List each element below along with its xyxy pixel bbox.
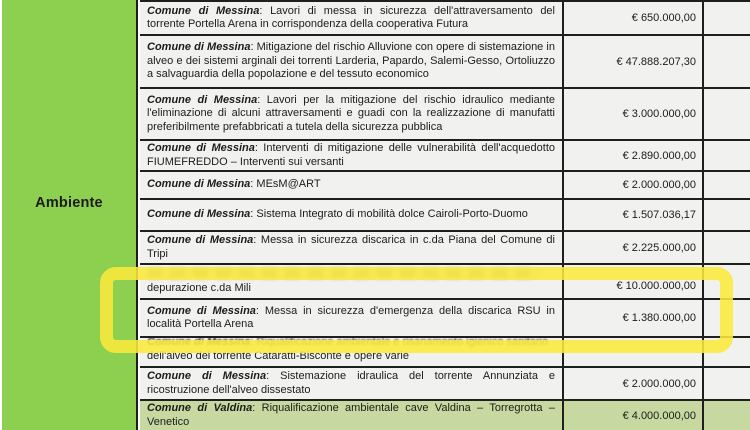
name-separator: : <box>253 234 261 246</box>
spare-column-cell <box>702 200 750 230</box>
amount-cell <box>562 232 702 263</box>
amount-cell <box>562 89 702 139</box>
project-text: Lavori di messa in sicurezza dell'attraversamento del torrente Portella Arena in corrispondenza della cooperativa Futura <box>147 4 555 30</box>
name-separator: : <box>254 142 264 154</box>
municipality-name: Comune di Messina <box>147 208 251 221</box>
projects-table <box>140 0 750 430</box>
project-description <box>147 402 555 429</box>
name-separator: : <box>250 41 257 54</box>
table-row <box>140 2 750 36</box>
amount-cell <box>562 300 702 336</box>
amount-value: € 1.380.000,00 <box>622 312 696 324</box>
amount-value: € 4.000.000,00 <box>622 409 696 422</box>
amount-value: € 2.000.000,00 <box>622 179 696 191</box>
name-separator: : <box>250 336 257 348</box>
category-label: Ambiente <box>35 194 103 211</box>
municipality-name: Comune di Messina <box>147 178 251 191</box>
project-text: Lavori per la mitigazione del rischio idraulico mediante l'eliminazione di alcuni attraversamenti e guadi con la realizzazione di manufatti preferibilmente prefabbricati a tutela della sicurezza pubblica <box>147 93 555 133</box>
project-description <box>147 5 555 32</box>
table-row-highlighted <box>140 300 750 338</box>
name-separator: : <box>252 402 262 414</box>
table-row <box>140 368 750 401</box>
spare-column-cell <box>702 338 750 366</box>
table-row <box>140 89 750 141</box>
name-separator: : <box>250 208 257 221</box>
table-row <box>140 172 750 200</box>
amount-cell <box>562 141 702 170</box>
table-row <box>140 401 750 430</box>
project-text: Riqualificazione ambientale e risanamento igienico sanitario <box>256 336 549 348</box>
amount-value: € 2.000.000,00 <box>622 377 696 390</box>
municipality-name: Comune di Messina <box>147 304 256 317</box>
table-row <box>140 232 750 265</box>
spare-column-cell <box>702 232 750 263</box>
amount-value: € 10.000.000,00 <box>616 280 696 292</box>
project-text: dell'alveo del torrente Cataratti-Bisconte e opere varie <box>147 349 409 362</box>
project-text: Sistemazione idraulica del torrente Annunziata e ricostruzione dell'alveo dissestato <box>147 370 556 396</box>
table-row <box>140 36 750 89</box>
amount-value: € 1.507.036,17 <box>622 209 696 221</box>
municipality-name: Comune di Messina <box>147 41 251 54</box>
name-separator: : <box>266 370 281 382</box>
project-text: MEsM@ART <box>256 178 321 191</box>
municipality-name: Comune di Messina <box>147 336 251 348</box>
project-text: depurazione c.da Mili <box>147 281 251 294</box>
amount-cell <box>562 338 702 366</box>
project-description <box>147 305 555 332</box>
project-description <box>147 94 555 135</box>
table-row <box>140 200 750 232</box>
amount-cell <box>562 401 702 430</box>
spare-column-cell <box>702 265 750 298</box>
spare-column-cell <box>702 2 750 34</box>
municipality-name: Comune di Messina <box>147 93 258 106</box>
municipality-name: Comune di Valdina <box>147 402 253 414</box>
project-description <box>147 350 555 364</box>
spare-column-cell <box>702 401 750 430</box>
table-row <box>140 265 750 300</box>
spare-column-cell <box>702 300 750 336</box>
project-description <box>147 41 555 82</box>
spare-column-cell <box>702 89 750 139</box>
table-row <box>140 141 750 172</box>
amount-value: € 2.225.000,00 <box>622 241 696 254</box>
amount-value: € 650.000,00 <box>631 12 696 24</box>
project-description <box>147 208 555 222</box>
municipality-name: Comune di Messina <box>147 234 254 246</box>
name-separator: : <box>250 178 257 191</box>
obscured-text-smudge <box>147 269 539 278</box>
project-description <box>147 234 555 261</box>
spare-column-cell <box>702 172 750 198</box>
spare-column-cell <box>702 36 750 87</box>
project-description <box>147 370 555 397</box>
project-text: Riqualificazione ambientale cave Valdina – Torregrotta – Venetico <box>147 402 555 428</box>
spare-column-cell <box>702 368 750 399</box>
amount-value: € 3.000.000,00 <box>622 108 696 120</box>
amount-cell <box>562 2 702 34</box>
amount-cell <box>562 368 702 399</box>
municipality-name: Comune di Messina <box>147 4 260 17</box>
project-description <box>147 336 555 350</box>
amount-value: € 2.890.000,00 <box>622 149 696 162</box>
spare-column-cell <box>702 141 750 170</box>
amount-value: € 47.888.207,30 <box>616 55 696 68</box>
amount-cell <box>562 265 702 298</box>
municipality-name: Comune di Messina <box>147 370 267 382</box>
project-description <box>147 282 555 296</box>
project-text: Sistema Integrato di mobilità dolce Cairoli-Porto-Duomo <box>256 208 528 221</box>
table-row <box>140 338 750 368</box>
project-description <box>147 142 555 169</box>
project-text: Messa in sicurezza d'emergenza della discarica RSU in località Portella Arena <box>147 304 555 330</box>
name-separator: : <box>255 304 265 317</box>
project-text: Mitigazione del rischio Alluvione con opere di sistemazione in alveo e dei sistemi arginali dei torrenti Larderia, Papardo, Salemi-Gesso, Ortoliuzzo a salvaguardia della popolazione e del tessuto economico <box>147 41 555 81</box>
project-text: Interventi di mitigazione delle vulnerabilità dell'acquedotto FIUMEFREDDO – Interventi sui versanti <box>147 142 555 168</box>
name-separator: : <box>259 4 271 17</box>
amount-cell <box>562 200 702 230</box>
name-separator: : <box>257 93 267 106</box>
project-description <box>147 178 555 192</box>
amount-cell <box>562 172 702 198</box>
category-cell <box>2 0 138 430</box>
project-text: Messa in sicurezza discarica in c.da Piana del Comune di Tripi <box>147 234 555 260</box>
municipality-name: Comune di Messina <box>147 142 255 154</box>
amount-cell <box>562 36 702 87</box>
